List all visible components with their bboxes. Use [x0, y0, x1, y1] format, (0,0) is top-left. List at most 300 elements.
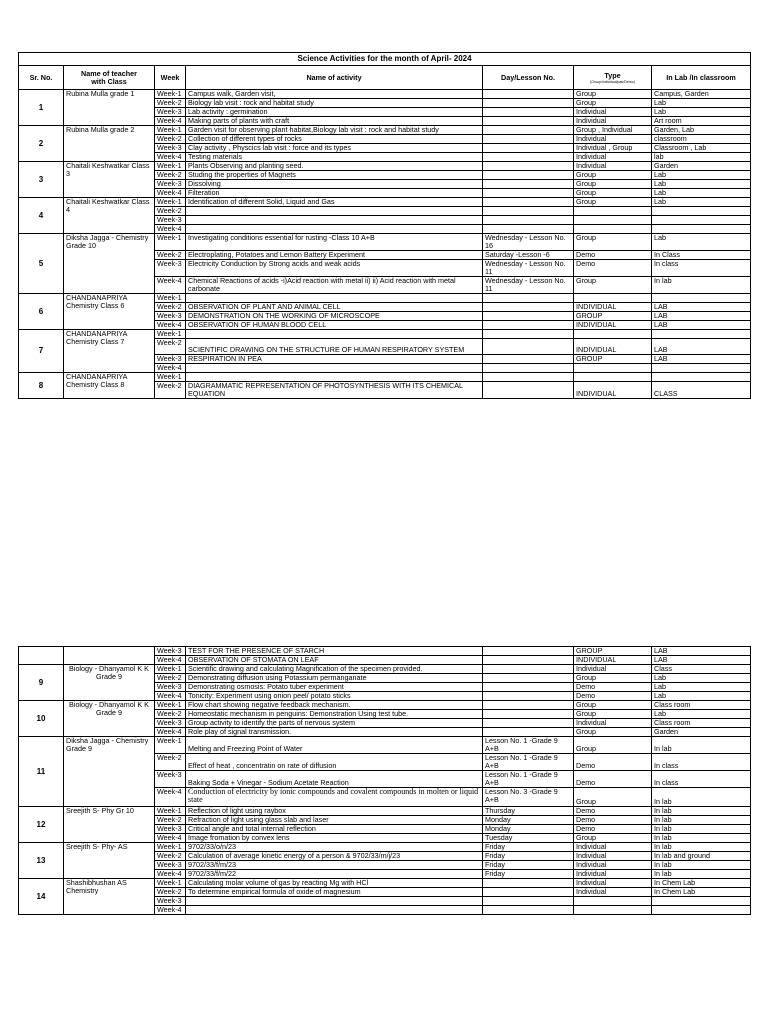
table-row [19, 198, 751, 207]
activity-cell: Lab activity : germination [186, 108, 483, 117]
week-cell: Week-1 [155, 330, 186, 339]
day-lesson-cell [483, 108, 574, 117]
type-cell: INDIVIDUAL [574, 321, 652, 330]
day-lesson-cell [483, 135, 574, 144]
week-cell: Week-4 [155, 656, 186, 665]
location-cell: In lab [652, 861, 751, 870]
week-cell: Week-1 [155, 234, 186, 251]
day-lesson-cell [483, 330, 574, 339]
table-row [19, 373, 751, 382]
activity-cell [186, 330, 483, 339]
table-title: Science Activities for the month of April- 2024 [19, 53, 751, 66]
table-row [19, 90, 751, 99]
day-lesson-cell [483, 897, 574, 906]
activity-cell: Clay activity , Physcics lab visit : force and its types [186, 144, 483, 153]
location-cell: Class [652, 665, 751, 674]
location-cell: Lab [652, 108, 751, 117]
sr-no-cell: 12 [19, 807, 64, 843]
week-cell: Week-2 [155, 171, 186, 180]
sr-no-cell [19, 647, 64, 665]
teacher-cell: CHANDANAPRIYA Chemistry Class 6 [64, 294, 155, 330]
type-cell: INDIVIDUAL [574, 339, 652, 355]
activity-cell: Refraction of light using glass slab and laser [186, 816, 483, 825]
sr-no-cell: 9 [19, 665, 64, 701]
teacher-cell: CHANDANAPRIYA Chemistry Class 8 [64, 373, 155, 399]
type-cell: Demo [574, 251, 652, 260]
type-cell [574, 330, 652, 339]
day-lesson-cell [483, 728, 574, 737]
location-cell: In lab [652, 825, 751, 834]
week-cell: Week-4 [155, 189, 186, 198]
day-lesson-cell [483, 99, 574, 108]
week-cell: Week-2 [155, 135, 186, 144]
week-cell: Week-4 [155, 321, 186, 330]
location-cell: CLASS [652, 382, 751, 399]
activity-cell [186, 216, 483, 225]
teacher-cell: Chaitali Keshwatkar Class 4 [64, 198, 155, 234]
day-lesson-cell: Lesson No. 1 -Grade 9 A+B [483, 754, 574, 771]
day-lesson-cell: Friday [483, 870, 574, 879]
day-lesson-cell [483, 198, 574, 207]
location-cell [652, 207, 751, 216]
location-cell [652, 294, 751, 303]
location-cell: In class [652, 771, 751, 788]
day-lesson-cell [483, 355, 574, 364]
type-cell [574, 373, 652, 382]
location-cell: LAB [652, 312, 751, 321]
location-cell [652, 216, 751, 225]
week-cell: Week-1 [155, 807, 186, 816]
header-location: In Lab /In classroom [652, 66, 751, 90]
type-cell: Group [574, 180, 652, 189]
type-cell: Individual [574, 153, 652, 162]
week-cell: Week-3 [155, 719, 186, 728]
week-cell: Week-4 [155, 225, 186, 234]
activities-table-page-2 [18, 646, 751, 915]
location-cell: Lab [652, 234, 751, 251]
activity-cell: Campus walk, Garden visit, [186, 90, 483, 99]
table-row [19, 234, 751, 251]
week-cell: Week-4 [155, 788, 186, 807]
activity-cell: Making parts of plants with craft [186, 117, 483, 126]
type-cell: Group [574, 701, 652, 710]
week-cell: Week-4 [155, 870, 186, 879]
type-cell: Demo [574, 807, 652, 816]
type-cell: Individual [574, 870, 652, 879]
activity-cell: SCIENTIFIC DRAWING ON THE STRUCTURE OF HUMAN RESPIRATORY SYSTEM [186, 339, 483, 355]
type-cell: INDIVIDUAL [574, 656, 652, 665]
week-cell: Week-4 [155, 153, 186, 162]
week-cell: Week-1 [155, 737, 186, 754]
week-cell: Week-1 [155, 162, 186, 171]
day-lesson-cell [483, 719, 574, 728]
day-lesson-cell [483, 665, 574, 674]
day-lesson-cell [483, 312, 574, 321]
teacher-cell: Chaitali Keshwatkar Class 3 [64, 162, 155, 198]
header-sr-no: Sr. No. [19, 66, 64, 90]
day-lesson-cell: Monday [483, 816, 574, 825]
day-lesson-cell [483, 216, 574, 225]
location-cell [652, 897, 751, 906]
week-cell: Week-2 [155, 207, 186, 216]
day-lesson-cell [483, 294, 574, 303]
teacher-cell: Sreejith S- Phy Gr 10 [64, 807, 155, 843]
day-lesson-cell [483, 180, 574, 189]
location-cell: Garden, Lab [652, 126, 751, 135]
week-cell: Week-3 [155, 355, 186, 364]
week-cell: Week-3 [155, 771, 186, 788]
activity-cell: Demonstrating diffusion using Potassium permanganate [186, 674, 483, 683]
activity-cell: 9702/33/o/n/23 [186, 843, 483, 852]
day-lesson-cell [483, 879, 574, 888]
activity-cell: 9702/33/f/m/23 [186, 861, 483, 870]
teacher-cell: Shashibhushan AS Chemistry [64, 879, 155, 915]
activity-cell: Scientific drawing and calculating Magnification of the specimen provided. [186, 665, 483, 674]
table-row [19, 807, 751, 816]
day-lesson-cell [483, 710, 574, 719]
activity-cell: Group activity to identify the parts of nervous system [186, 719, 483, 728]
table-body-page-1 [19, 90, 751, 399]
header-type [574, 66, 652, 90]
week-cell: Week-4 [155, 728, 186, 737]
location-cell: Lab [652, 674, 751, 683]
location-cell: classroom [652, 135, 751, 144]
type-cell: GROUP [574, 647, 652, 656]
activity-cell: Image fromation by convex lens [186, 834, 483, 843]
activities-table-page-1 [18, 52, 751, 399]
location-cell: In class [652, 260, 751, 277]
day-lesson-cell [483, 382, 574, 399]
week-cell: Week-3 [155, 861, 186, 870]
day-lesson-cell [483, 225, 574, 234]
day-lesson-cell: Friday [483, 852, 574, 861]
type-cell: Group [574, 788, 652, 807]
week-cell: Week-3 [155, 683, 186, 692]
location-cell: Lab [652, 189, 751, 198]
activity-cell: DEMONSTRATION ON THE WORKING OF MICROSCOPE [186, 312, 483, 321]
location-cell: LAB [652, 321, 751, 330]
type-cell: Individual [574, 108, 652, 117]
location-cell: LAB [652, 647, 751, 656]
type-cell [574, 294, 652, 303]
day-lesson-cell [483, 171, 574, 180]
activity-cell: Effect of heat , concentratin on rate of diffusion [186, 754, 483, 771]
week-cell: Week-1 [155, 198, 186, 207]
activity-cell: Biology lab visit : rock and habitat study [186, 99, 483, 108]
header-week: Week [155, 66, 186, 90]
week-cell: Week-1 [155, 843, 186, 852]
header-activity: Name of activity [186, 66, 483, 90]
table-row [19, 665, 751, 674]
location-cell: In lab [652, 807, 751, 816]
location-cell: In Class [652, 251, 751, 260]
table-row [19, 701, 751, 710]
day-lesson-cell: Lesson No. 1 -Grade 9 A+B [483, 737, 574, 754]
day-lesson-cell [483, 683, 574, 692]
day-lesson-cell [483, 303, 574, 312]
day-lesson-cell: Friday [483, 843, 574, 852]
activity-cell: Plants Observing and planting seed. [186, 162, 483, 171]
location-cell: In lab [652, 277, 751, 294]
header-teacher-line1: Name of teacher [81, 68, 137, 78]
header-type-label: Type [604, 70, 621, 80]
type-cell: Individual , Group [574, 144, 652, 153]
day-lesson-cell [483, 189, 574, 198]
location-cell: In lab [652, 816, 751, 825]
teacher-cell: Biology - Dhanyamol K K Grade 9 [64, 701, 155, 737]
activity-cell [186, 373, 483, 382]
activity-cell: 9702/33/f/m/22 [186, 870, 483, 879]
week-cell: Week-1 [155, 126, 186, 135]
activity-cell: Baking Soda + Vinegar - Sodium Acetate Reaction [186, 771, 483, 788]
activity-cell [186, 207, 483, 216]
sr-no-cell: 3 [19, 162, 64, 198]
type-cell [574, 364, 652, 373]
location-cell: Lab [652, 171, 751, 180]
activity-cell: TEST FOR THE PRESENCE OF STARCH [186, 647, 483, 656]
day-lesson-cell: Lesson No. 1 -Grade 9 A+B [483, 771, 574, 788]
location-cell: In lab [652, 834, 751, 843]
type-cell: Individual [574, 843, 652, 852]
type-cell [574, 225, 652, 234]
teacher-cell: Diksha Jagga - Chemistry Grade 9 [64, 737, 155, 807]
type-cell: Group [574, 198, 652, 207]
sr-no-cell: 8 [19, 373, 64, 399]
day-lesson-cell [483, 888, 574, 897]
week-cell: Week-3 [155, 108, 186, 117]
week-cell: Week-4 [155, 117, 186, 126]
type-cell: Group , Individual [574, 126, 652, 135]
week-cell: Week-3 [155, 216, 186, 225]
table-row [19, 843, 751, 852]
location-cell: In lab [652, 737, 751, 754]
type-cell: INDIVIDUAL [574, 382, 652, 399]
type-cell: Group [574, 277, 652, 294]
week-cell: Week-4 [155, 834, 186, 843]
type-cell: Individual [574, 719, 652, 728]
week-cell: Week-3 [155, 825, 186, 834]
type-cell: GROUP [574, 312, 652, 321]
day-lesson-cell [483, 207, 574, 216]
activity-cell: Conduction of electricity by ionic compounds and covalent compounds in molten or liquid state [186, 788, 483, 807]
table-row [19, 294, 751, 303]
day-lesson-cell [483, 153, 574, 162]
sr-no-cell: 7 [19, 330, 64, 373]
location-cell [652, 373, 751, 382]
sr-no-cell: 1 [19, 90, 64, 126]
week-cell: Week-3 [155, 897, 186, 906]
sr-no-cell: 14 [19, 879, 64, 915]
week-cell: Week-2 [155, 339, 186, 355]
week-cell: Week-1 [155, 665, 186, 674]
activity-cell: Investigating conditions essential for rusting -Class 10 A+B [186, 234, 483, 251]
activity-cell: OBSERVATION OF STOMATA ON LEAF [186, 656, 483, 665]
type-cell: Individual [574, 665, 652, 674]
location-cell: Lab [652, 710, 751, 719]
activity-cell [186, 294, 483, 303]
type-cell: Demo [574, 771, 652, 788]
type-cell: Group [574, 189, 652, 198]
page-break [0, 537, 768, 645]
activity-cell [186, 897, 483, 906]
day-lesson-cell: Thursday [483, 807, 574, 816]
activity-cell: Flow chart showing negative feedback mechanism. [186, 701, 483, 710]
day-lesson-cell [483, 339, 574, 355]
week-cell: Week-2 [155, 382, 186, 399]
type-cell: Individual [574, 888, 652, 897]
activity-cell: Electricity Conduction by Strong acids and weak acids [186, 260, 483, 277]
day-lesson-cell [483, 90, 574, 99]
type-cell [574, 906, 652, 915]
week-cell: Week-2 [155, 816, 186, 825]
activity-cell: Demonstrating osmosis: Potato tuber experiment [186, 683, 483, 692]
week-cell: Week-4 [155, 364, 186, 373]
day-lesson-cell [483, 647, 574, 656]
table-body-page-2 [19, 647, 751, 915]
day-lesson-cell: Tuesday [483, 834, 574, 843]
location-cell: Class room [652, 719, 751, 728]
week-cell: Week-2 [155, 251, 186, 260]
week-cell: Week-3 [155, 647, 186, 656]
type-cell [574, 897, 652, 906]
location-cell: LAB [652, 303, 751, 312]
location-cell: Classroom , Lab [652, 144, 751, 153]
location-cell [652, 364, 751, 373]
day-lesson-cell [483, 162, 574, 171]
day-lesson-cell [483, 373, 574, 382]
week-cell: Week-1 [155, 294, 186, 303]
activity-cell: Homeostatic mechanism in penguins: Demonstration Using test tube. [186, 710, 483, 719]
day-lesson-cell [483, 656, 574, 665]
activity-cell: Dissolving [186, 180, 483, 189]
day-lesson-cell [483, 117, 574, 126]
activity-cell [186, 906, 483, 915]
day-lesson-cell [483, 692, 574, 701]
location-cell: In lab [652, 870, 751, 879]
location-cell: Garden [652, 728, 751, 737]
table-row [19, 330, 751, 339]
table-row [19, 879, 751, 888]
type-cell: Individual [574, 879, 652, 888]
week-cell: Week-1 [155, 879, 186, 888]
week-cell: Week-2 [155, 99, 186, 108]
activity-cell: Collection of different types of rocks [186, 135, 483, 144]
type-cell [574, 216, 652, 225]
week-cell: Week-1 [155, 701, 186, 710]
type-cell: GROUP [574, 355, 652, 364]
sr-no-cell: 2 [19, 126, 64, 162]
header-type-sub: (Group/individual/pair/Demo) [590, 79, 635, 84]
location-cell: LAB [652, 339, 751, 355]
day-lesson-cell [483, 126, 574, 135]
activity-cell: Calculating molar volume of gas by reacting Mg with HCl [186, 879, 483, 888]
location-cell: Lab [652, 180, 751, 189]
week-cell: Week-4 [155, 906, 186, 915]
teacher-cell: CHANDANAPRIYA Chemistry Class 7 [64, 330, 155, 373]
type-cell: Group [574, 834, 652, 843]
type-cell: Group [574, 674, 652, 683]
location-cell: Lab [652, 99, 751, 108]
activity-cell: Garden visit for observing plant habitat,Biology lab visit : rock and habitat study [186, 126, 483, 135]
header-teacher-line2: with Class [91, 76, 127, 86]
day-lesson-cell: Monday [483, 825, 574, 834]
location-cell: In Chem Lab [652, 879, 751, 888]
teacher-cell: Biology - Dhanyamol K K Grade 9 [64, 665, 155, 701]
type-cell: Individual [574, 861, 652, 870]
activity-cell: DIAGRAMMATIC REPRESENTATION OF PHOTOSYNTHESIS WITH ITS CHEMICAL EQUATION [186, 382, 483, 399]
activity-cell: Filteration [186, 189, 483, 198]
week-cell: Week-3 [155, 312, 186, 321]
header-day-lesson: Day/Lesson No. [483, 66, 574, 90]
teacher-cell: Diksha Jagga - Chemistry Grade 10 [64, 234, 155, 294]
activity-cell: Melting and Freezing Point of Water [186, 737, 483, 754]
type-cell [574, 207, 652, 216]
day-lesson-cell: Wednesday - Lesson No. 16 [483, 234, 574, 251]
activity-cell: Critical angle and total internal reflection [186, 825, 483, 834]
activity-cell: Role play of signal transmission. [186, 728, 483, 737]
activity-cell: Studing the properties of Magnets [186, 171, 483, 180]
location-cell [652, 906, 751, 915]
day-lesson-cell [483, 701, 574, 710]
day-lesson-cell [483, 906, 574, 915]
location-cell [652, 225, 751, 234]
location-cell: LAB [652, 355, 751, 364]
teacher-cell: Sreejith S- Phy- AS [64, 843, 155, 879]
type-cell: Individual [574, 135, 652, 144]
table-row [19, 162, 751, 171]
type-cell: Group [574, 171, 652, 180]
activity-cell: Calculation of average kinetic energy of a person & 9702/33/m/j/23 [186, 852, 483, 861]
type-cell: Demo [574, 754, 652, 771]
location-cell: Art room [652, 117, 751, 126]
week-cell: Week-2 [155, 710, 186, 719]
teacher-cell: Rubina Mulla grade 2 [64, 126, 155, 162]
week-cell: Week-3 [155, 260, 186, 277]
activity-cell: Testing materials [186, 153, 483, 162]
teacher-cell: Rubina Mulla grade 1 [64, 90, 155, 126]
type-cell: Group [574, 99, 652, 108]
activity-cell: To determine empirical formula of oxide of magnesium [186, 888, 483, 897]
week-cell: Week-1 [155, 90, 186, 99]
week-cell: Week-3 [155, 180, 186, 189]
day-lesson-cell: Lesson No. 3 -Grade 9 A+B [483, 788, 574, 807]
activity-cell: Tonicity: Experiment using onion peel/ potato sticks [186, 692, 483, 701]
type-cell: Group [574, 234, 652, 251]
week-cell: Week-4 [155, 277, 186, 294]
week-cell: Week-2 [155, 888, 186, 897]
day-lesson-cell [483, 321, 574, 330]
table-row [19, 737, 751, 754]
activity-cell [186, 364, 483, 373]
week-cell: Week-2 [155, 852, 186, 861]
sr-no-cell: 6 [19, 294, 64, 330]
week-cell: Week-3 [155, 144, 186, 153]
sr-no-cell: 4 [19, 198, 64, 234]
day-lesson-cell [483, 144, 574, 153]
sr-no-cell: 13 [19, 843, 64, 879]
location-cell: Lab [652, 683, 751, 692]
activity-cell: Electroplating, Potatoes and Lemon Battery Experiment [186, 251, 483, 260]
activity-cell: Identification of different Solid, Liquid and Gas [186, 198, 483, 207]
location-cell: In Chem Lab [652, 888, 751, 897]
location-cell: lab [652, 153, 751, 162]
type-cell: Demo [574, 692, 652, 701]
type-cell: INDIVIDUAL [574, 303, 652, 312]
day-lesson-cell: Wednesday - Lesson No. 11 [483, 277, 574, 294]
day-lesson-cell: Wednesday - Lesson No. 11 [483, 260, 574, 277]
location-cell: In lab [652, 788, 751, 807]
header-teacher [64, 66, 155, 90]
